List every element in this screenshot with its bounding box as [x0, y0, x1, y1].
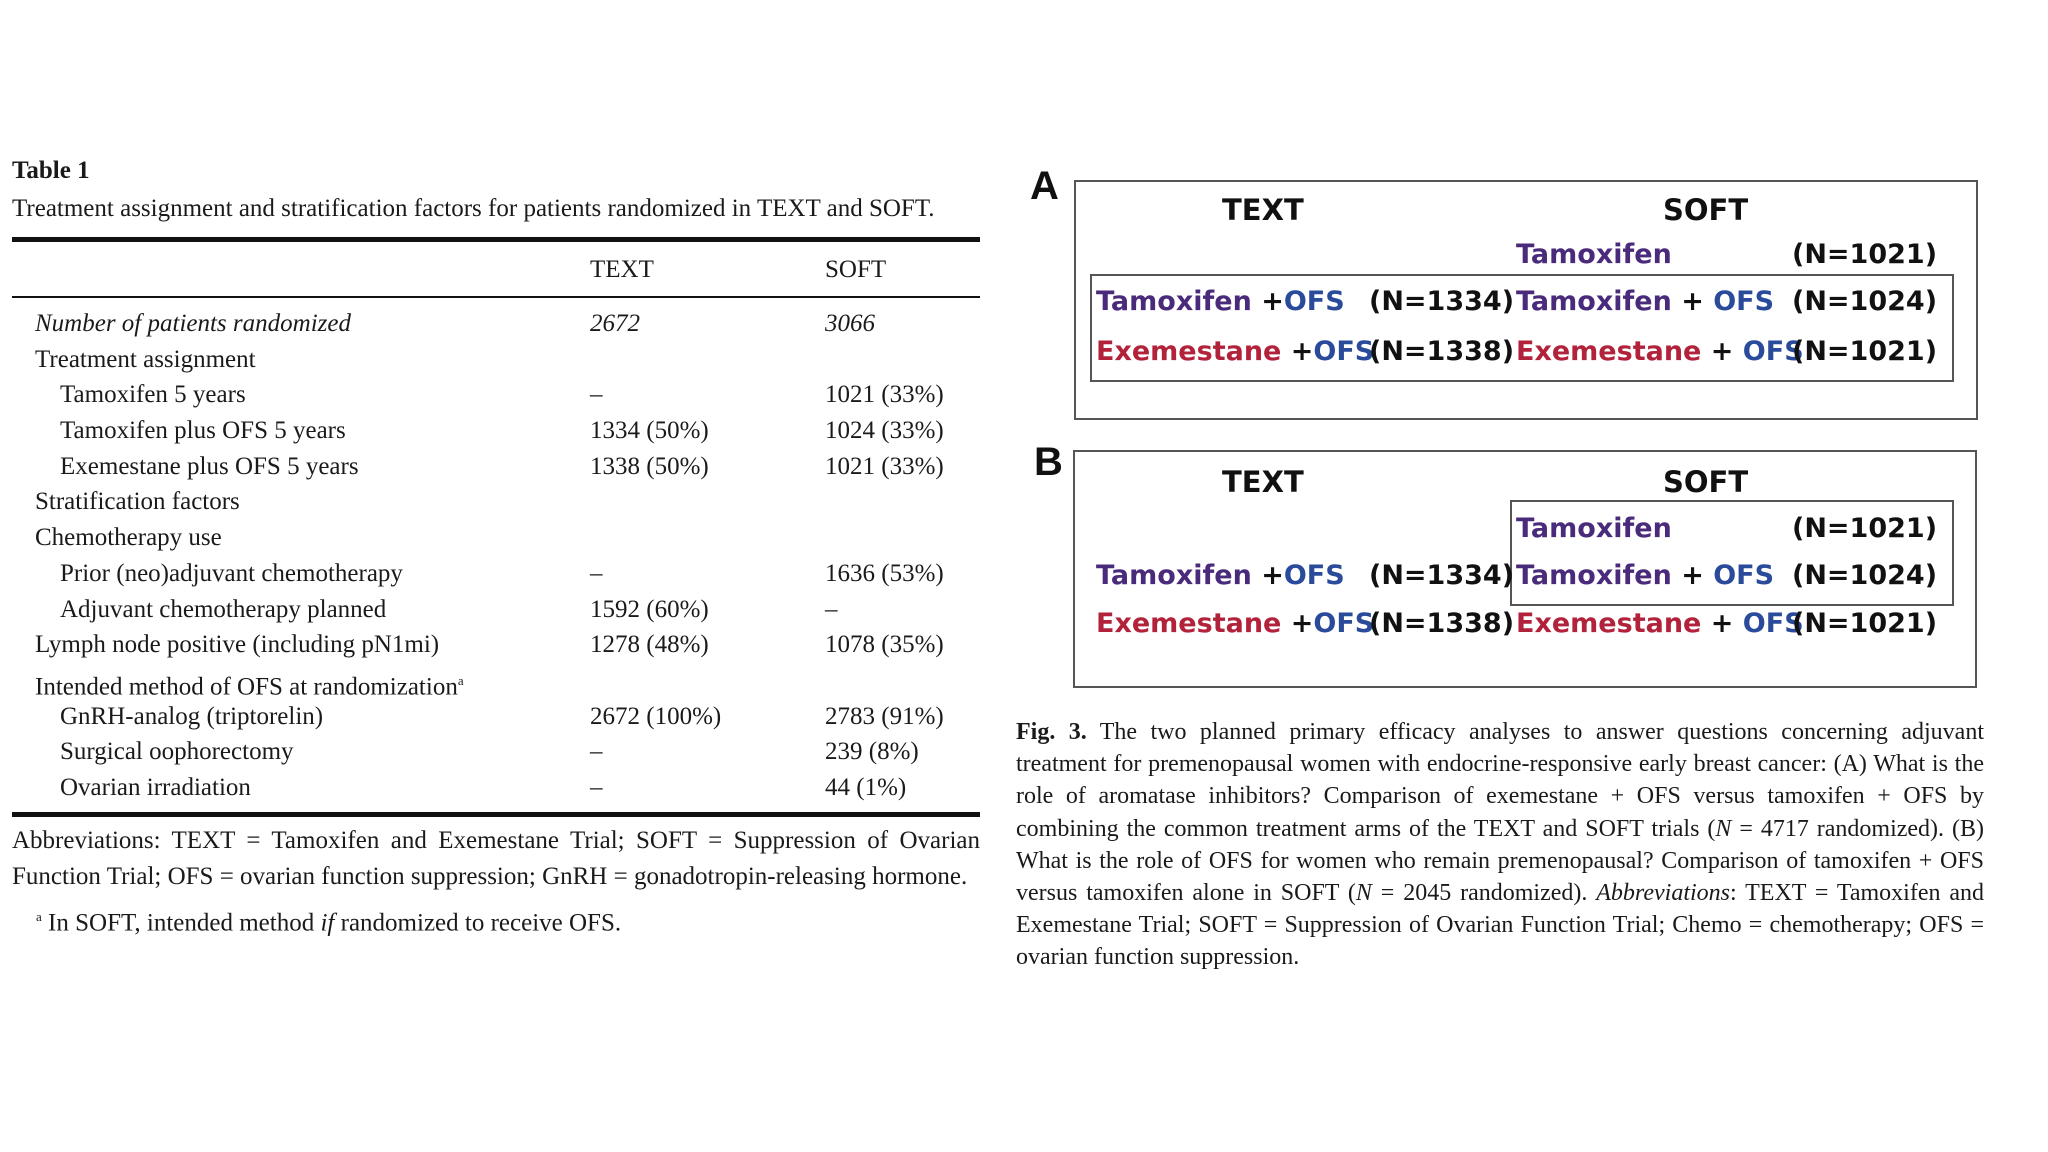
- drug-label: Tamoxifen: [1096, 286, 1252, 317]
- row-soft-value: 44 (1%): [825, 773, 907, 801]
- panel-a: [1074, 180, 1978, 420]
- row-text-value: –: [590, 559, 603, 587]
- drug-label: Tamoxifen: [1516, 286, 1672, 317]
- panel-b-soft-header: SOFT: [1663, 465, 1749, 499]
- panel-a-soft-tamoxifen-ofs: [1516, 286, 1774, 318]
- panel-b-soft-tamoxifen-n: (N=1021): [1792, 513, 1938, 544]
- table-title: Table 1: [12, 157, 90, 184]
- row-label: Ovarian irradiation: [60, 773, 251, 801]
- row-text-value: 2672: [590, 310, 640, 337]
- table-row: [12, 663, 980, 699]
- row-text-value: 1278 (48%): [590, 631, 709, 659]
- ofs-label: OFS: [1313, 336, 1375, 367]
- row-label: Stratification factors: [35, 488, 240, 516]
- panel-b-text-tamoxifen-ofs: [1096, 560, 1345, 592]
- plus-sign: +: [1710, 608, 1734, 639]
- plus-sign: +: [1290, 336, 1314, 367]
- ofs-label: OFS: [1313, 608, 1375, 639]
- row-text-value: 1592 (60%): [590, 595, 709, 623]
- panel-a-soft-exemestane-ofs-n: (N=1021): [1792, 336, 1938, 367]
- table-footnote: [12, 899, 980, 941]
- figure-caption: [1016, 716, 1984, 974]
- table-row: [12, 520, 980, 556]
- row-soft-value: 1636 (53%): [825, 559, 944, 587]
- figure-caption-italic: N: [1355, 880, 1372, 907]
- ofs-label: OFS: [1742, 336, 1804, 367]
- panel-a-text-tamoxifen-ofs-n: (N=1334): [1369, 286, 1515, 317]
- footnote-text-pre: In SOFT, intended method: [48, 908, 321, 936]
- row-label: Tamoxifen plus OFS 5 years: [60, 417, 346, 445]
- figure-caption-text: The two planned primary efficacy analyses to answer questions concerning adjuvant treatment for premenopausal women with endocrine-responsive early breast cancer: (A) What is the role of aromatase inhibitors? Comparison of exemestane + OFS versus tamoxifen + OFS by combining the common treatment arms of the TEXT and SOFT trials (: [1016, 719, 1984, 842]
- table-row: [12, 306, 980, 342]
- panel-a-letter: A: [1030, 164, 1059, 208]
- plus-sign: +: [1710, 336, 1734, 367]
- plus-sign: +: [1681, 560, 1704, 591]
- table-row: [12, 770, 980, 806]
- figure-caption-text: = 2045 randomized).: [1371, 880, 1597, 907]
- ofs-label: OFS: [1283, 560, 1345, 591]
- row-label: Number of patients randomized: [35, 310, 351, 337]
- row-label-text: Intended method of OFS at randomization: [35, 673, 458, 701]
- footnote-marker: a: [36, 908, 42, 924]
- panel-a-soft-header: SOFT: [1663, 193, 1749, 227]
- panel-a-soft-tamoxifen-ofs-n: (N=1024): [1792, 286, 1938, 317]
- table-1: [12, 156, 980, 941]
- plus-sign: +: [1261, 286, 1284, 317]
- panel-a-soft-tamoxifen: Tamoxifen: [1516, 239, 1672, 270]
- figure-caption-text: = 4717 randomized). (B) What is the role of OFS for women who remain premenopausal? Comparison of tamoxifen + OFS versus tamoxifen alone in SOFT (: [1016, 815, 1984, 907]
- col-header-soft: SOFT: [825, 256, 887, 283]
- table-row: [12, 413, 980, 449]
- row-text-value: 1334 (50%): [590, 417, 709, 445]
- panel-b-text-exemestane-ofs: [1096, 608, 1374, 640]
- row-soft-value: 1021 (33%): [825, 381, 944, 409]
- drug-label: Exemestane: [1096, 608, 1282, 639]
- plus-sign: +: [1681, 286, 1704, 317]
- panel-b: [1073, 450, 1977, 688]
- row-label: Lymph node positive (including pN1mi): [35, 631, 440, 659]
- row-soft-value: 2783 (91%): [825, 702, 944, 730]
- panel-a-soft-tamoxifen-n: (N=1021): [1792, 239, 1938, 270]
- table-row: [12, 484, 980, 520]
- figure-caption-italic: N: [1715, 815, 1732, 842]
- row-text-value: 1338 (50%): [590, 452, 709, 480]
- table-row: [12, 449, 980, 485]
- row-soft-value: 239 (8%): [825, 738, 919, 766]
- drug-label: Exemestane: [1096, 336, 1282, 367]
- ofs-label: OFS: [1283, 286, 1345, 317]
- panel-b-text-header: TEXT: [1222, 465, 1304, 499]
- row-text-value: 2672 (100%): [590, 702, 722, 730]
- table-abbreviations: Abbreviations: TEXT = Tamoxifen and Exemestane Trial; SOFT = Suppression of Ovarian Function Trial; OFS = ovarian function suppression; GnRH = gonadotropin-releasing hormone.: [12, 826, 980, 890]
- drug-label: Exemestane: [1516, 336, 1702, 367]
- table-bottom-rule: [12, 812, 980, 817]
- panel-b-soft-tamoxifen-ofs: [1516, 560, 1774, 592]
- row-label: Prior (neo)adjuvant chemotherapy: [60, 559, 403, 587]
- row-soft-value: 1078 (35%): [825, 631, 944, 659]
- row-soft-value: 1024 (33%): [825, 417, 944, 445]
- panel-a-text-header: TEXT: [1222, 193, 1304, 227]
- panel-a-text-tamoxifen-ofs: [1096, 286, 1345, 318]
- plus-sign: +: [1261, 560, 1284, 591]
- row-text-value: –: [590, 773, 603, 801]
- panel-a-text-exemestane-ofs-n: (N=1338): [1369, 336, 1515, 367]
- panel-a-text-exemestane-ofs: [1096, 336, 1374, 368]
- table-row: [12, 377, 980, 413]
- row-label: Exemestane plus OFS 5 years: [60, 452, 359, 480]
- panel-b-soft-exemestane-ofs: [1516, 608, 1804, 640]
- table-header-row: [12, 242, 980, 296]
- panel-b-soft-exemestane-ofs-n: (N=1021): [1792, 608, 1938, 639]
- row-label: Chemotherapy use: [35, 524, 222, 552]
- row-label: Adjuvant chemotherapy planned: [60, 595, 387, 623]
- ofs-label: OFS: [1742, 608, 1804, 639]
- ofs-label: OFS: [1713, 286, 1775, 317]
- footnote-text-if: if: [320, 908, 335, 936]
- panel-b-text-tamoxifen-ofs-n: (N=1334): [1369, 560, 1515, 591]
- panel-a-soft-exemestane-ofs: [1516, 336, 1804, 368]
- row-soft-value: 1021 (33%): [825, 452, 944, 480]
- panel-b-soft-tamoxifen-ofs-n: (N=1024): [1792, 560, 1938, 591]
- col-header-text: TEXT: [590, 256, 654, 283]
- row-soft-value: 3066: [825, 310, 875, 337]
- row-soft-value: –: [825, 595, 838, 623]
- table-row: [12, 592, 980, 628]
- table-body: [12, 298, 980, 812]
- drug-label: Tamoxifen: [1516, 560, 1672, 591]
- table-caption: Treatment assignment and stratification factors for patients randomized in TEXT and SOFT.: [12, 195, 935, 222]
- panel-b-letter: B: [1034, 440, 1063, 484]
- figure-caption-text: : TEXT = Tamoxifen and Exemestane Trial; SOFT = Suppression of Ovarian Function Trial; Chemo = chemotherapy; OFS = ovarian function suppression.: [1016, 880, 1985, 971]
- panel-b-soft-tamoxifen: Tamoxifen: [1516, 513, 1672, 544]
- drug-label: Exemestane: [1516, 608, 1702, 639]
- row-text-value: –: [590, 381, 603, 409]
- row-label: GnRH-analog (triptorelin): [60, 702, 324, 730]
- table-row: [12, 342, 980, 378]
- footnote-text-post: randomized to receive OFS.: [334, 908, 622, 936]
- figure-caption-lead: Fig. 3.: [1016, 719, 1087, 745]
- panel-b-text-exemestane-ofs-n: (N=1338): [1369, 608, 1515, 639]
- table-row: [12, 627, 980, 663]
- row-label: Tamoxifen 5 years: [60, 381, 246, 409]
- table-row: [12, 556, 980, 592]
- row-label: Surgical oophorectomy: [60, 738, 294, 766]
- plus-sign: +: [1290, 608, 1314, 639]
- figure-caption-italic: Abbreviations: [1596, 880, 1731, 907]
- row-text-value: –: [590, 738, 603, 766]
- footnote-marker: a: [457, 672, 464, 688]
- table-row: [12, 734, 980, 770]
- row-label: Treatment assignment: [35, 345, 256, 373]
- ofs-label: OFS: [1713, 560, 1775, 591]
- drug-label: Tamoxifen: [1096, 560, 1252, 591]
- table-row: [12, 699, 980, 735]
